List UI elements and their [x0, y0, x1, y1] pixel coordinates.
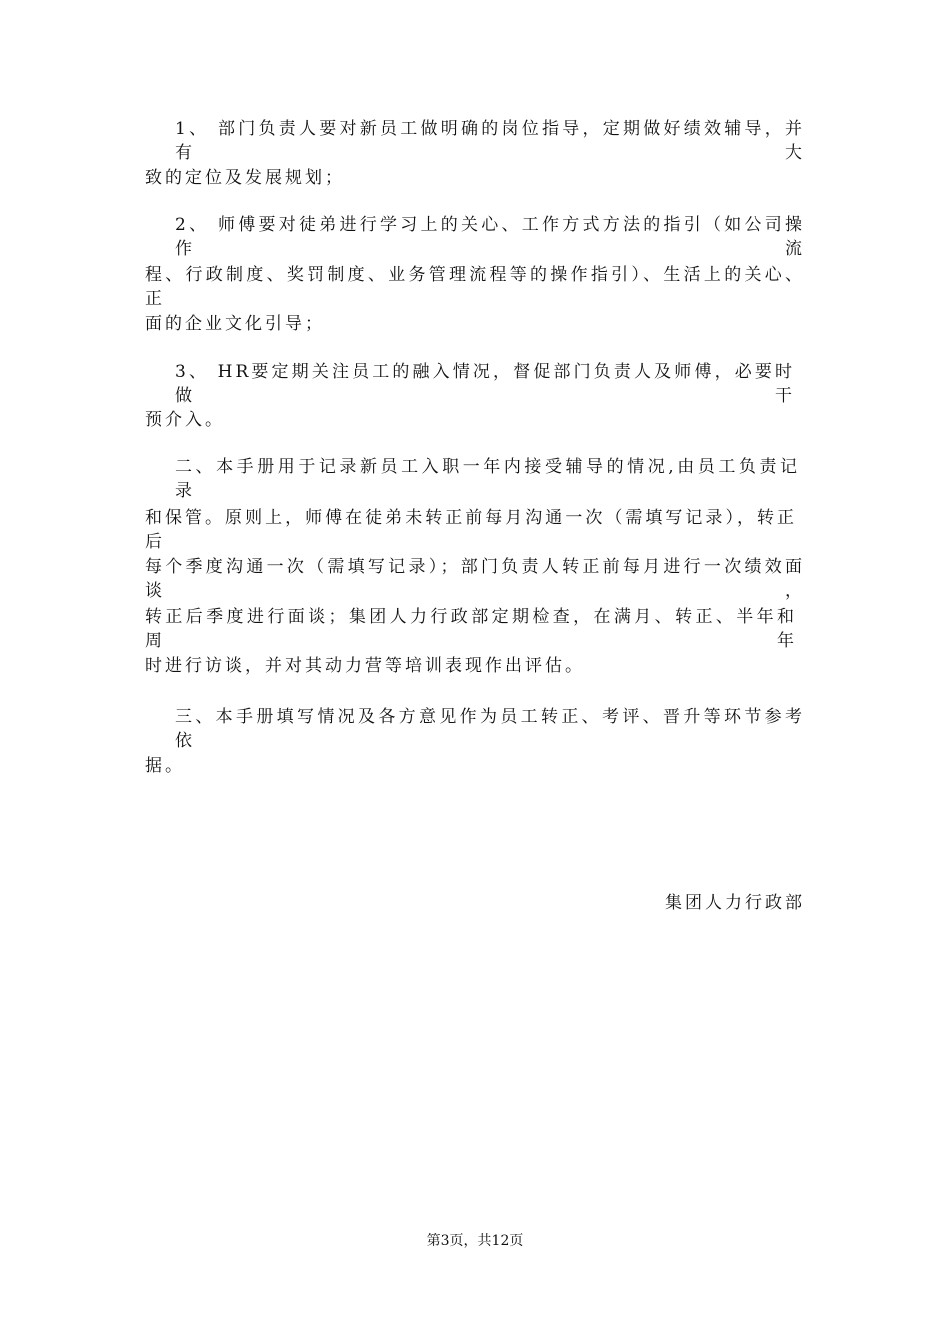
- paragraph-line: 二、本手册用于记录新员工入职一年内接受辅导的情况,由员工负责记录: [175, 457, 800, 501]
- paragraph-line: 面的企业文化引导；: [145, 314, 325, 334]
- paragraph-line: 三、本手册填写情况及各方意见作为员工转正、考评、晋升等环节参考依: [175, 707, 805, 751]
- paragraph-line: 时进行访谈，并对其动力营等培训表现作出评估。: [145, 656, 585, 676]
- paragraph-line: 2、 师傅要对徒弟进行学习上的关心、工作方式方法的指引（如公司操作流: [175, 215, 805, 259]
- paragraph-line: 程、行政制度、奖罚制度、业务管理流程等的操作指引）、生活上的关心、正: [145, 265, 805, 309]
- paragraph-line: 1、 部门负责人要对新员工做明确的岗位指导，定期做好绩效辅导，并有大: [175, 119, 805, 163]
- paragraph-line: 据。: [145, 756, 185, 776]
- paragraph-line: 和保管。原则上，师傅在徒弟未转正前每月沟通一次（需填写记录），转正后: [145, 508, 797, 552]
- page-number-footer: 第3页，共12页: [426, 1233, 524, 1249]
- paragraph-line: 每个季度沟通一次（需填写记录）；部门负责人转正前每月进行一次绩效面谈，: [145, 557, 805, 601]
- paragraph-line: 3、 HR要定期关注员工的融入情况，督促部门负责人及师傅，必要时做干: [175, 362, 795, 406]
- paragraph-line: 致的定位及发展规划；: [145, 168, 345, 188]
- signature: 集团人力行政部: [665, 893, 805, 913]
- paragraph-line: 预介入。: [145, 410, 225, 430]
- paragraph-line: 转正后季度进行面谈；集团人力行政部定期检查，在满月、转正、半年和周年: [145, 607, 797, 651]
